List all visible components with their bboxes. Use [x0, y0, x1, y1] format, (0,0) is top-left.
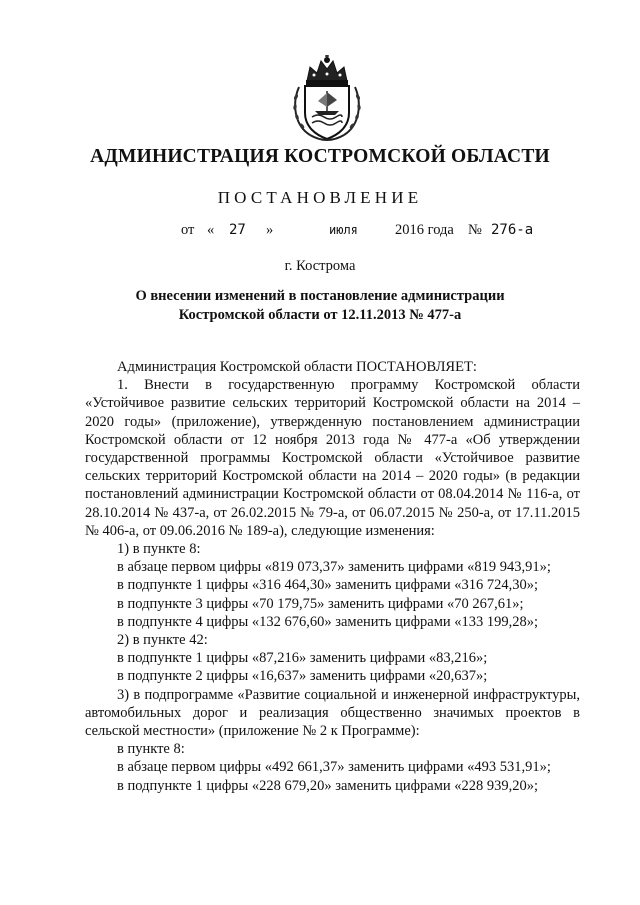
document-number: 276-а: [491, 222, 534, 238]
date-month: июля: [329, 223, 358, 237]
paragraph-subitem: 1) в пункте 8:: [117, 541, 201, 558]
date-prefix: от: [181, 222, 195, 238]
date-day: 27: [229, 222, 246, 238]
paragraph-subitem: в подпункте 1 цифры «87,216» заменить цифрами «83,216»;: [117, 650, 488, 667]
paragraph-subitem: в пункте 8:: [117, 741, 185, 758]
subject-line-2: Костромской области от 12.11.2013 № 477-а: [178, 307, 462, 323]
city: г. Кострома: [284, 258, 356, 274]
paragraph-subitem: 2) в пункте 42:: [117, 632, 208, 649]
paragraph-subitem: в подпункте 4 цифры «132 676,60» заменить цифрами «133 199,28»;: [117, 613, 539, 630]
paragraph-preamble: Администрация Костромской области ПОСТАНОВЛЯЕТ:: [117, 359, 477, 375]
date-year: 2016 года: [395, 222, 454, 238]
document-body: [85, 358, 580, 795]
paragraph-subitem: в абзаце первом цифры «819 073,37» заменить цифрами «819 943,91»;: [117, 559, 551, 576]
paragraph-subitem: 3) в подпрограмме «Развитие социальной и инженерной инфраструктуры, автомобильных дорог и реализация общественно значимых проектов в сельской местности» (приложение № 2 к Программе):: [85, 686, 580, 740]
date-open-quote: «: [207, 222, 215, 238]
paragraph-subitem: в абзаце первом цифры «492 661,37» заменить цифрами «493 531,91»;: [117, 759, 551, 776]
number-sign: №: [468, 222, 482, 238]
paragraph-subitem: в подпункте 1 цифры «316 464,30» заменить цифрами «316 724,30»;: [117, 577, 539, 594]
paragraph-subitem: в подпункте 1 цифры «228 679,20» заменить цифрами «228 939,20»;: [117, 777, 539, 794]
subject-line-1: О внесении изменений в постановление администрации: [135, 288, 505, 304]
date-close-quote: »: [266, 222, 274, 238]
document-type: ПОСТАНОВЛЕНИЕ: [217, 188, 423, 207]
paragraph-subitem: в подпункте 3 цифры «70 179,75» заменить цифрами «70 267,61»;: [117, 595, 524, 612]
kostroma-coat-of-arms-icon: [290, 55, 364, 143]
subject: [0, 287, 640, 325]
paragraph-item-1: 1. Внести в государственную программу Костромской области «Устойчивое развитие сельских территорий Костромской области на 2014 – 2020 годы» (приложение), утвержденную постановлением администрации Костромской области от 12 ноября 2013 года № 477-а «Об утверждении государственной программы Костромской области «Устойчивое развитие сельских территорий Костромской области на 2014 – 2020 годы» (в редакции постановлений администрации Костромской области от 08.04.2014 № 116-а, от 28.10.2014 № 437-а, от 26.02.2015 № 79-а, от 06.07.2015 № 250-а, от 17.11.2015 № 406-а, от 09.06.2016 № 189-а), следующие изменения:: [85, 377, 580, 539]
agency-title: АДМИНИСТРАЦИЯ КОСТРОМСКОЙ ОБЛАСТИ: [90, 146, 550, 167]
paragraph-subitem: в подпункте 2 цифры «16,637» заменить цифрами «20,637»;: [117, 668, 488, 685]
